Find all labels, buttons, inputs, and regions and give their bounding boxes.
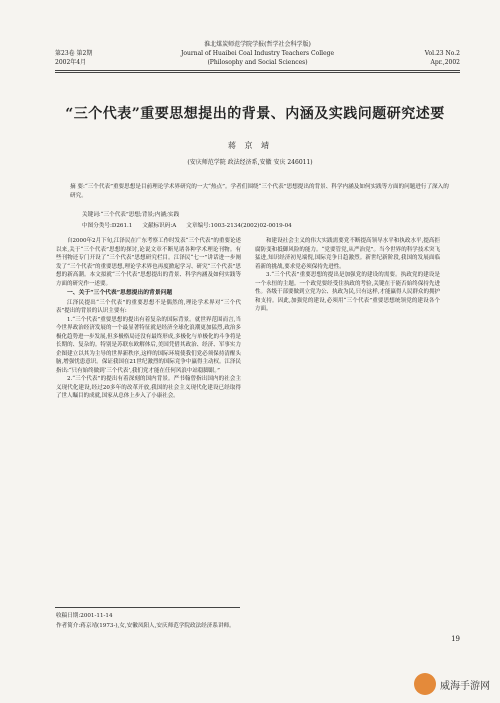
issue-cn: 第23卷 第2期 [55, 50, 93, 57]
header-rule-2 [55, 72, 460, 73]
journal-subtitle-en: (Philosophy and Social Sciences) [207, 59, 308, 66]
watermark-logo-icon [414, 673, 436, 695]
author-bio: 作者简介:蒋京靖(1973-),女,安徽凤阳人,安庆师范学院政法经济系讲师。 [56, 623, 235, 629]
left-column [56, 237, 241, 401]
paragraph: 江泽民提出“三个代表”的重要思想不是偶然的,理论学术界对“三个代表”提出的背景的认识主要有: [56, 299, 241, 314]
paragraph: 2.“三个代表”的提出有着深刻的国内背景。严书翰曾指出国内的社会主义现代化建设,经过20多年的改革开放,我国的社会主义现代化建设已经取得了世人瞩目的成就,国家从总体上步入了小康社会。 [56, 376, 241, 399]
paragraph: 和建设社会主义的伟大实践需要党不断提高领导水平和执政水平,提高拒腐防变和抵御风险的能力。“党要管党,从严治党”。当今世界的科学技术突飞猛进,知识经济初见端倪,国际竞争日趋激烈。新世纪新阶段,我国的发展面临着新的挑战,要求党必须保持先进性。 [255, 238, 440, 270]
clc-number: 中图分类号:D261.1 [82, 223, 133, 229]
right-column [255, 237, 440, 314]
journal-header [55, 40, 460, 67]
header-rule [55, 70, 460, 71]
date-cn: 2002年4月 [55, 59, 87, 66]
keywords: 关键词:“三个代表”思想;背景;内涵;实践 [82, 212, 180, 218]
volume-en: Vol.23 No.2 [424, 50, 460, 57]
document-code: 文献标识码:A [142, 223, 177, 229]
section-heading: 一、关于“三个代表”思想提出的背景问题 [67, 290, 173, 296]
author-affiliation: (安庆师范学院 政法经济系,安徽 安庆 246011) [187, 159, 313, 166]
page-number: 19 [451, 635, 460, 643]
date-en: Apr.,2002 [430, 59, 460, 66]
watermark [414, 673, 490, 695]
footnote-rule [55, 607, 240, 608]
journal-name-en: Journal of Huaibei Coal Industry Teachers College [180, 50, 335, 57]
journal-name-cn: 淮北煤炭师范学院学报(哲学社会科学版) [204, 41, 311, 48]
watermark-text: 威海手游网 [440, 680, 490, 692]
article-id: 文章编号:1003-2134(2002)02-0019-04 [186, 223, 292, 229]
author-name: 蒋 京 靖 [227, 141, 273, 150]
paragraph: 1.“三个代表”重要思想的提出有着复杂的国际背景。就世界范围而言,当今世界政治经济发展的一个最显著特征就是经济全球化浪潮更加猛烈,政治多极化趋势进一步发展,但多极格局还没有最终形成,多极化与单极化的斗争将是长期的、复杂的。特别是苏联东欧解体后,美国凭借其政治、经济、军事实力企图建立以其为主导的世界新秩序,这样的国际环境使我们党必须保持清醒头脑,增强忧患意识。保证我国在21世纪激烈的国际竞争中赢得主动权。江泽民指出:“只有始终做到‘三个代表’,我们党才能在任何风浪中站稳脚跟。” [56, 316, 241, 374]
abstract: 摘 要:“三个代表”重要思想是目前理论学术界研究的一大“热点”。学者们围绕“三个代表”思想提出的背景、科学内涵及如何实践等方面的问题进行了深入的研究。 [70, 184, 449, 199]
article-meta [82, 221, 450, 229]
article-title: “三个代表”重要思想提出的背景、内涵及实践问题研究述要 [65, 106, 445, 122]
paragraph: 自2000年2月下旬,江泽民在广东考察工作时发表“三个代表”的重要论述以来,关于“三个代表”思想的探讨,论说文章不断见诸各种学术理论刊物。有些刊物还专门开设了“三个代表”思想研究栏目。江泽民“七一”讲话进一步阐发了“三个代表”的重要思想,理论学术界也再度掀起学习、研究“三个代表”思想的新高潮。本文拟就“三个代表”思想提出的背景、科学内涵及如何实践等方面的研究作一述要。 [56, 238, 241, 287]
paragraph: 3.“三个代表”重要思想的提出是加强党的建设的需要。执政党的建设是一个永恒的主题。一个政党要经受住执政的考验,关键在于能否始终保持先进性。各级干部要做到立党为公、执政为民,只有这样,才能赢得人民群众的拥护和支持。因此,加强党的建设,必须用“三个代表”重要思想统领党的建设各个方面。 [255, 272, 440, 312]
received-date: 收稿日期:2001-11-14 [56, 613, 113, 619]
